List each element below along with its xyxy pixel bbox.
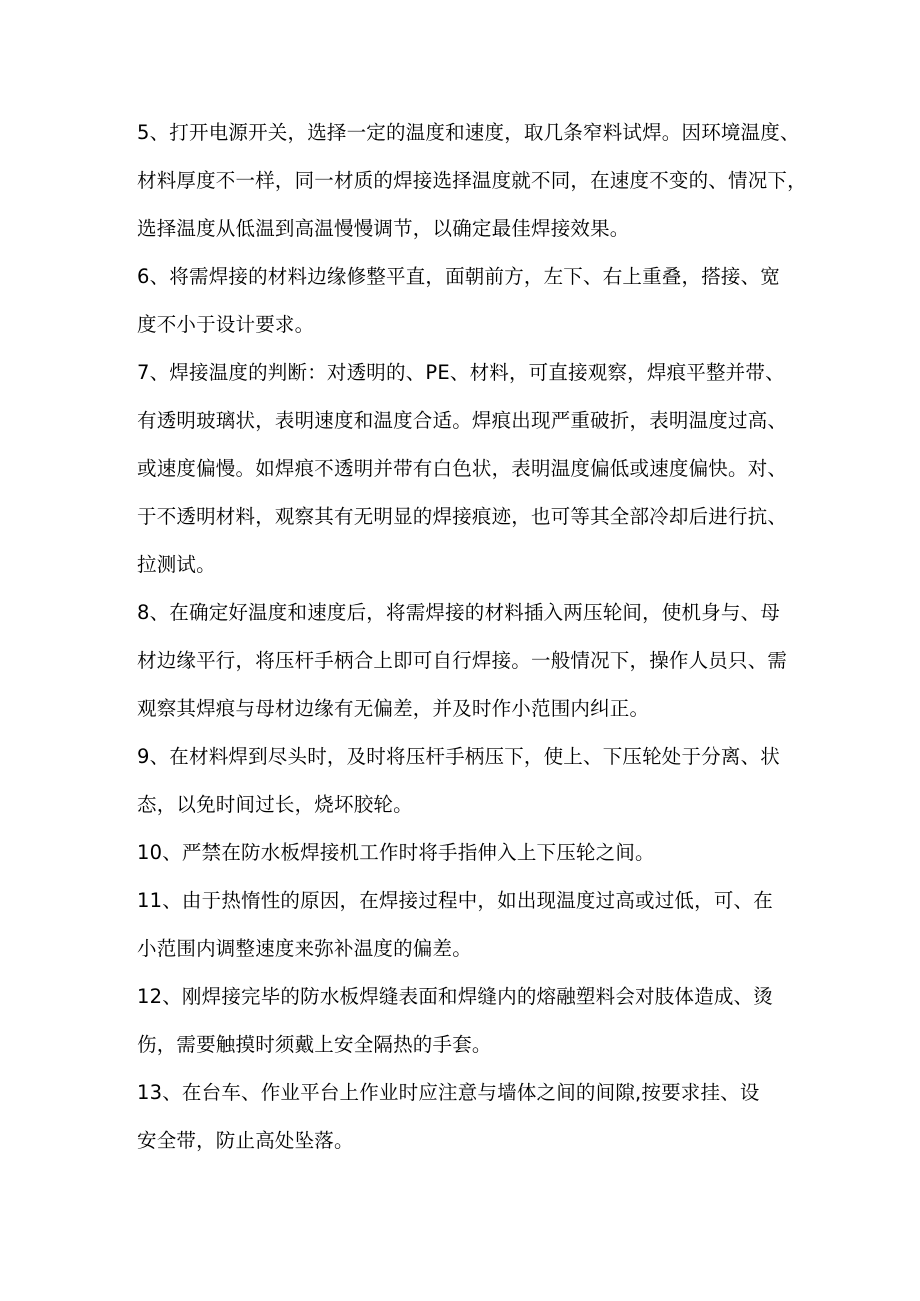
text-line-11: 8、在确定好温度和速度后，将需焊接的材料插入两压轮间，使机身与、母: [137, 601, 781, 624]
text-line-20: 伤，需要触摸时须戴上安全隔热的手套。: [137, 1033, 492, 1056]
text-line-9: 于不透明材料，观察其有无明显的焊接痕迹，也可等其全部冷却后进行抗、: [137, 505, 788, 528]
text-line-13: 观察其焊痕与母材边缘有无偏差，并及时作小范围内纠正。: [137, 697, 650, 720]
text-line-6: 7、焊接温度的判断：对透明的、PE、材料，可直接观察，焊痕平整并带、: [137, 361, 785, 384]
text-line-5: 度不小于设计要求。: [137, 313, 315, 336]
text-line-17: 11、由于热惰性的原因，在焊接过程中，如出现温度过高或过低，可、在: [137, 889, 773, 912]
text-line-4: 6、将需焊接的材料边缘修整平直，面朝前方，左下、右上重叠，搭接、宽: [137, 265, 781, 288]
text-line-18: 小范围内调整速度来弥补温度的偏差。: [137, 937, 472, 960]
text-line-2: 材料厚度不一样，同一材质的焊接选择温度就不同，在速度不变的、情况下，: [137, 169, 807, 192]
text-line-16: 10、严禁在防水板焊接机工作时将手指伸入上下压轮之间。: [137, 841, 655, 864]
text-line-19: 12、刚焊接完毕的防水板焊缝表面和焊缝内的熔融塑料会对肢体造成、烫: [137, 985, 773, 1008]
text-line-15: 态，以免时间过长，烧坏胶轮。: [137, 793, 413, 816]
text-line-10: 拉测试。: [137, 553, 216, 576]
text-line-14: 9、在材料焊到尽头时，及时将压杆手柄压下，使上、下压轮处于分离、状: [137, 745, 781, 768]
text-line-22: 安全带，防止高处坠落。: [137, 1129, 354, 1152]
text-line-12: 材边缘平行，将压杆手柄合上即可自行焊接。一般情况下，操作人员只、需: [137, 649, 788, 672]
text-line-8: 或速度偏慢。如焊痕不透明并带有白色状，表明温度偏低或速度偏快。对、: [137, 457, 788, 480]
text-line-3: 选择温度从低温到高温慢慢调节，以确定最佳焊接效果。: [137, 217, 630, 240]
text-line-21: 13、在台车、作业平台上作业时应注意与墙体之间的间隙,按要求挂、设: [137, 1081, 760, 1104]
text-line-7: 有透明玻璃状，表明速度和温度合适。焊痕出现严重破折，表明温度过高、: [137, 409, 788, 432]
text-line-1: 5、打开电源开关，选择一定的温度和速度，取几条窄料试焊。因环境温度、: [137, 121, 800, 144]
